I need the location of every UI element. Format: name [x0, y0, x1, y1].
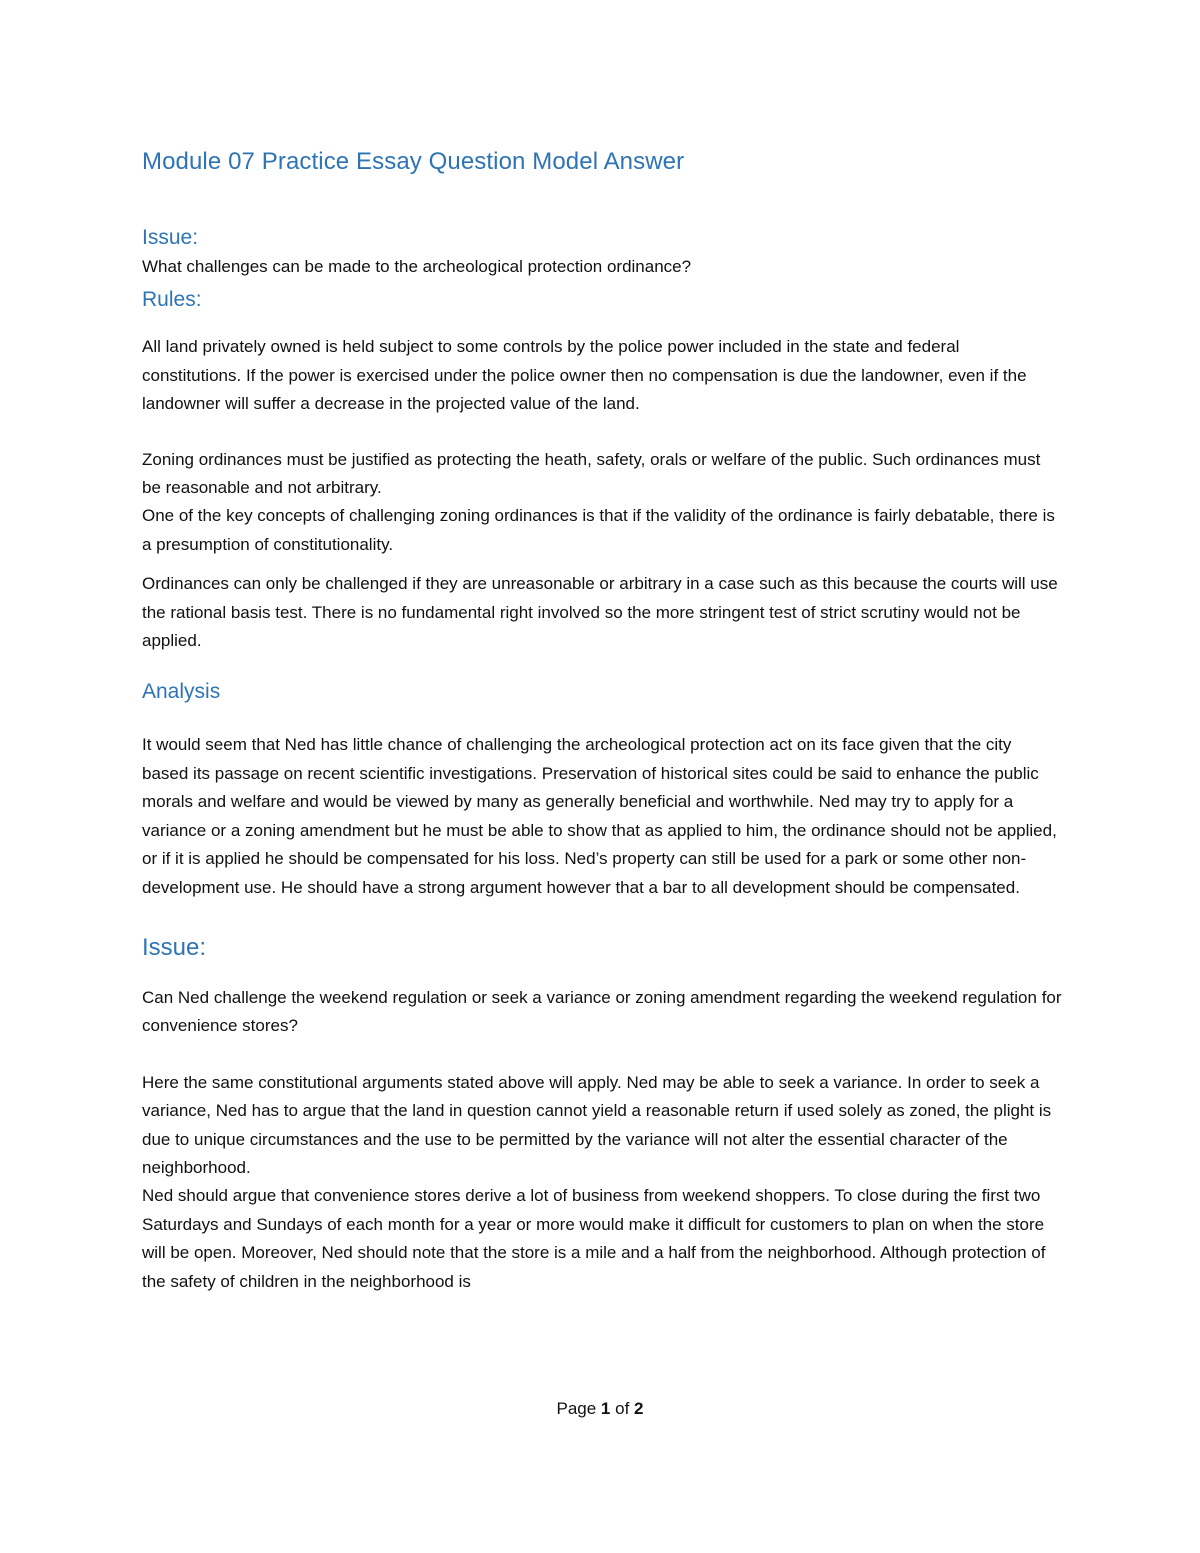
rules-paragraph-2b: One of the key concepts of challenging zoning ordinances is that if the validity of the ordinance is fairly debatable, there is a presumption of constitutionality. [142, 506, 1055, 554]
issue-heading-1: Issue: [142, 226, 199, 249]
rules-paragraph-3: Ordinances can only be challenged if they are unreasonable or arbitrary in a case such as this because the courts will use the rational basis test. There is no fundamental right involved so the more stringent test of strict scrutiny would not be applied. [142, 574, 1058, 651]
page-total: 2 [634, 1399, 644, 1418]
analysis-paragraph: It would seem that Ned has little chance of challenging the archeological protection act on its face given that the city based its passage on recent scientific investigations. Preservation of historical sites could be said to enhance the public morals and welfare and would be viewed by many as generally beneficial and worthwhile. Ned may try to apply for a variance or a zoning amendment but he must be able to show that as applied to him, the ordinance should not be applied, or if it is applied he should be compensated for his loss. Ned’s property can still be used for a park or some other non-development use. He should have a strong argument however that a bar to all development should be compensated. [142, 735, 1057, 897]
analysis-heading: Analysis [142, 680, 221, 704]
rules-paragraph-2a: Zoning ordinances must be justified as protecting the heath, safety, orals or welfare of the public. Such ordinances must be reasonable and not arbitrary. [142, 449, 1041, 498]
issue2-paragraph-1: Here the same constitutional arguments stated above will apply. Ned may be able to seek a variance. In order to seek a variance, Ned has to argue that the land in question cannot yield a reasonable return if used solely as zoned, the plight is due to unique circumstances and the use to be permitted by the variance will not alter the essential character of the neighborhood. [142, 1072, 1052, 1177]
rules-paragraph-1: All land privately owned is held subject to some controls by the police power included in the state and federal constitutions. If the power is exercised under the police owner then no compensation is due the landowner, even if the landowner will suffer a decrease in the projected value of the land. [142, 337, 1027, 414]
issue-text-2: Can Ned challenge the weekend regulation or seek a variance or zoning amendment regarding the weekend regulation for convenience stores? [142, 987, 1062, 1036]
rules-heading: Rules: [142, 288, 202, 312]
issue-heading-2: Issue: [142, 933, 207, 961]
page-label: Page [556, 1399, 597, 1418]
issue2-paragraph-2: Ned should argue that convenience stores derive a lot of business from weekend shoppers. To close during the first two Saturdays and Sundays of each month for a year or more would make it difficult for customers to plan on when the store will be open. Moreover, Ned should note that the store is a mile and a half from the neighborhood. Although protection of the safety of children in the neighborhood is [142, 1186, 1046, 1291]
document-body [142, 140, 1062, 1296]
document-title: Module 07 Practice Essay Question Model Answer [142, 148, 685, 175]
page-footer [0, 1395, 1200, 1423]
issue-text-1: What challenges can be made to the archeological protection ordinance? [142, 257, 692, 276]
of-label: of [615, 1399, 630, 1418]
page-current: 1 [600, 1399, 611, 1418]
